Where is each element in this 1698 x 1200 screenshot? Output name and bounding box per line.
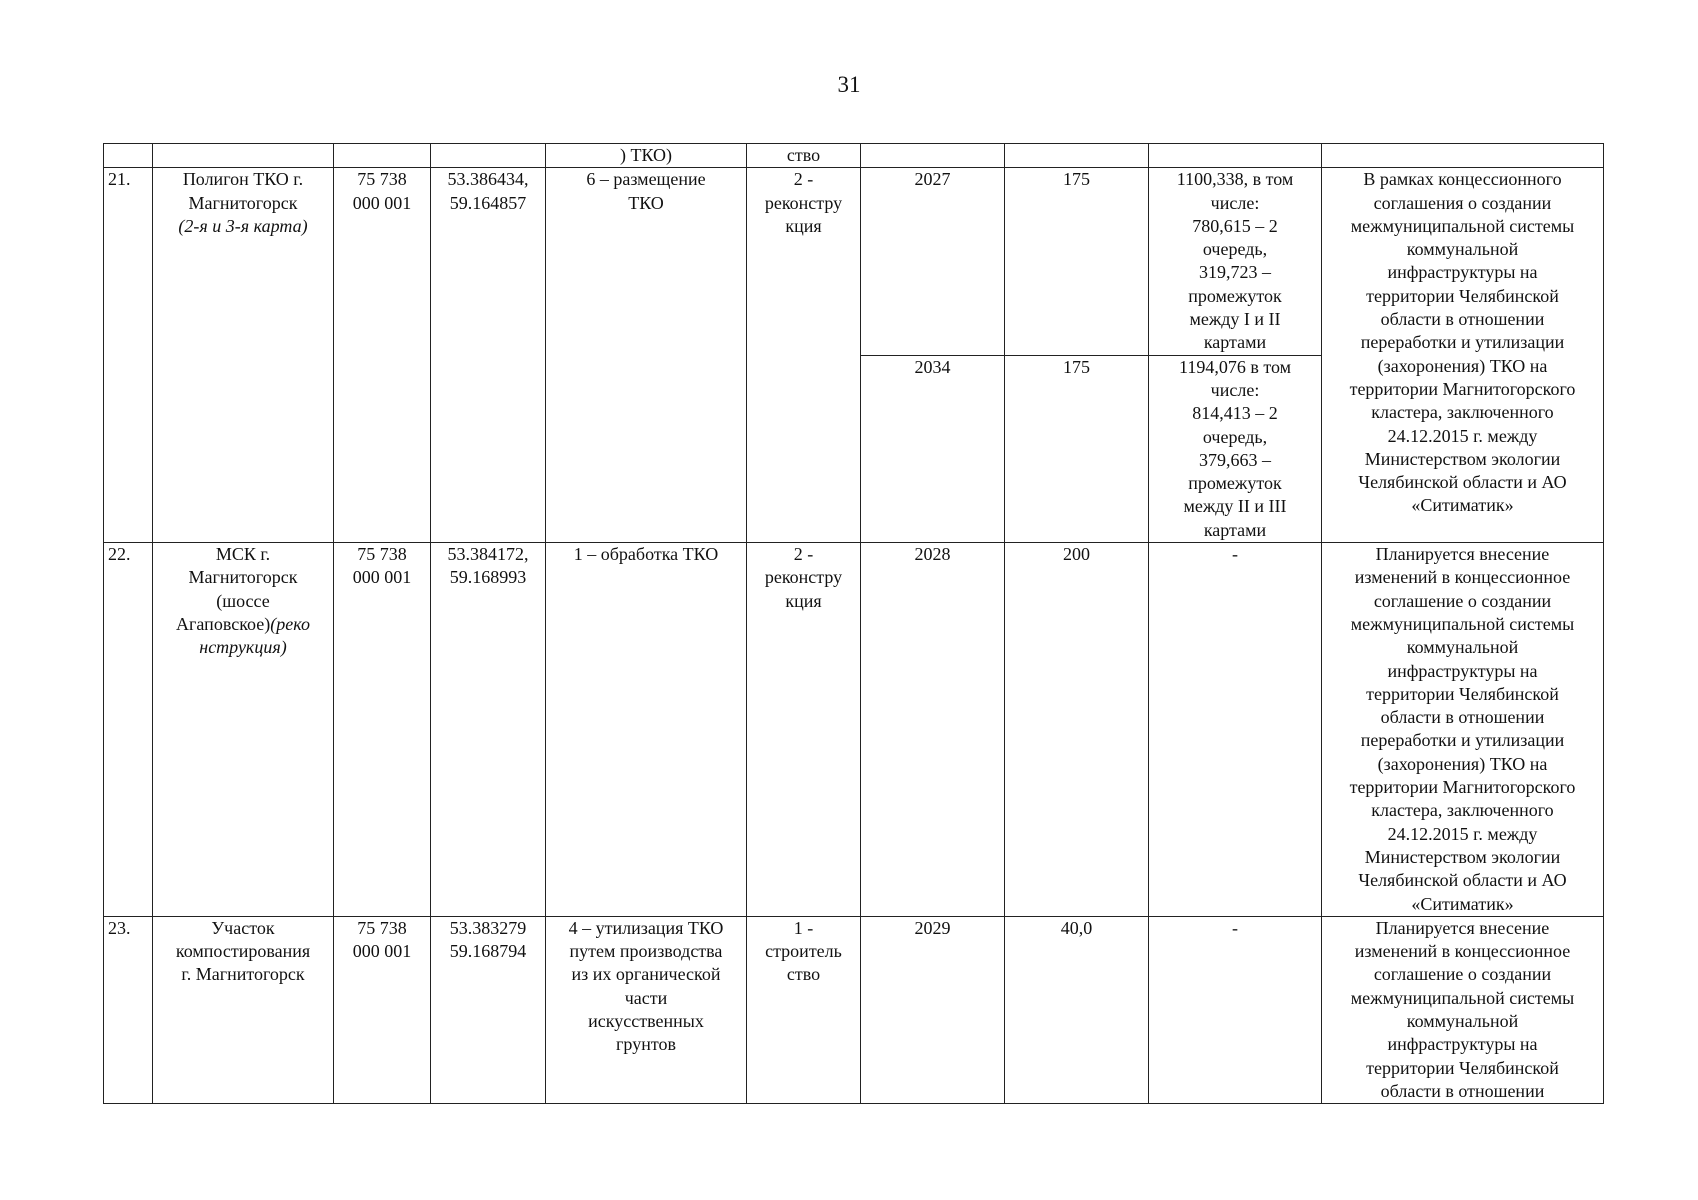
cell-capacity (1005, 144, 1149, 168)
cell-type: 6 – размещение ТКО (546, 168, 747, 543)
cell-name: Участок компостирования г. Магнитогорск (153, 916, 334, 1103)
cell-cost: - (1149, 543, 1322, 917)
cell-oktmo (334, 144, 431, 168)
table-row (104, 168, 1604, 355)
cell-capacity: 40,0 (1005, 916, 1149, 1103)
cell-type: 1 – обработка ТКО (546, 543, 747, 917)
cell-capacity: 175 (1005, 168, 1149, 355)
cell-num: 22. (104, 543, 153, 917)
cell-capacity: 175 (1005, 355, 1149, 542)
cell-oktmo: 75 738 000 001 (334, 543, 431, 917)
cell-year: 2029 (861, 916, 1005, 1103)
cell-name (153, 168, 334, 543)
cell-note: Планируется внесение изменений в концессионное соглашение о создании межмуниципальной системы коммунальной инфраструктуры на территории Челябинской области в отношении (1322, 916, 1604, 1103)
cell-oktmo: 75 738 000 001 (334, 916, 431, 1103)
cell-work: ство (747, 144, 861, 168)
facility-name-note: (2-я и 3-я карта) (178, 215, 308, 236)
cell-year (861, 144, 1005, 168)
cell-work: 1 - строитель ство (747, 916, 861, 1103)
cell-type: 4 – утилизация ТКО путем производства из их органической части искусственных грунтов (546, 916, 747, 1103)
cell-capacity: 200 (1005, 543, 1149, 917)
cell-work: 2 - реконстру кция (747, 543, 861, 917)
cell-year: 2028 (861, 543, 1005, 917)
cell-num: 21. (104, 168, 153, 543)
cell-cost (1149, 144, 1322, 168)
table-row-continuation (104, 144, 1604, 168)
page-number: 31 (837, 72, 861, 97)
table-row (104, 543, 1604, 917)
cell-coords: 53.383279 59.168794 (431, 916, 546, 1103)
cell-coords (431, 144, 546, 168)
facilities-table (103, 143, 1604, 1104)
cell-cost: 1100,338, в том числе: 780,615 – 2 очередь, 319,723 – промежуток между I и II картами (1149, 168, 1322, 355)
table-row (104, 916, 1604, 1103)
facility-name-note: (реко нструкция) (199, 613, 310, 658)
cell-type: ) ТКО) (546, 144, 747, 168)
cell-name (153, 144, 334, 168)
cell-note: В рамках концессионного соглашения о создании межмуниципальной системы коммунальной инфраструктуры на территории Челябинской области в отношении переработки и утилизации (захоронения) ТКО на территории Магнитогорского кластера, заключенного 24.12.2015 г. между Министерством экологии Челябинской области и АО «Ситиматик» (1322, 168, 1604, 543)
facility-name: Полигон ТКО г. Магнитогорск (182, 169, 304, 213)
facility-name: МСК г. Магнитогорск (шоссе Агаповское) (176, 544, 298, 634)
cell-cost: - (1149, 916, 1322, 1103)
cell-coords: 53.384172, 59.168993 (431, 543, 546, 917)
cell-note: Планируется внесение изменений в концессионное соглашение о создании межмуниципальной системы коммунальной инфраструктуры на территории Челябинской области в отношении переработки и утилизации (захоронения) ТКО на территории Магнитогорского кластера, заключенного 24.12.2015 г. между Министерством экологии Челябинской области и АО «Ситиматик» (1322, 543, 1604, 917)
cell-year: 2034 (861, 355, 1005, 542)
cell-coords: 53.386434, 59.164857 (431, 168, 546, 543)
cell-oktmo: 75 738 000 001 (334, 168, 431, 543)
cell-num: 23. (104, 916, 153, 1103)
cell-cost: 1194,076 в том числе: 814,413 – 2 очередь, 379,663 – промежуток между II и III картами (1149, 355, 1322, 542)
cell-note (1322, 144, 1604, 168)
cell-work: 2 - реконстру кция (747, 168, 861, 543)
cell-name (153, 543, 334, 917)
cell-num (104, 144, 153, 168)
cell-year: 2027 (861, 168, 1005, 355)
